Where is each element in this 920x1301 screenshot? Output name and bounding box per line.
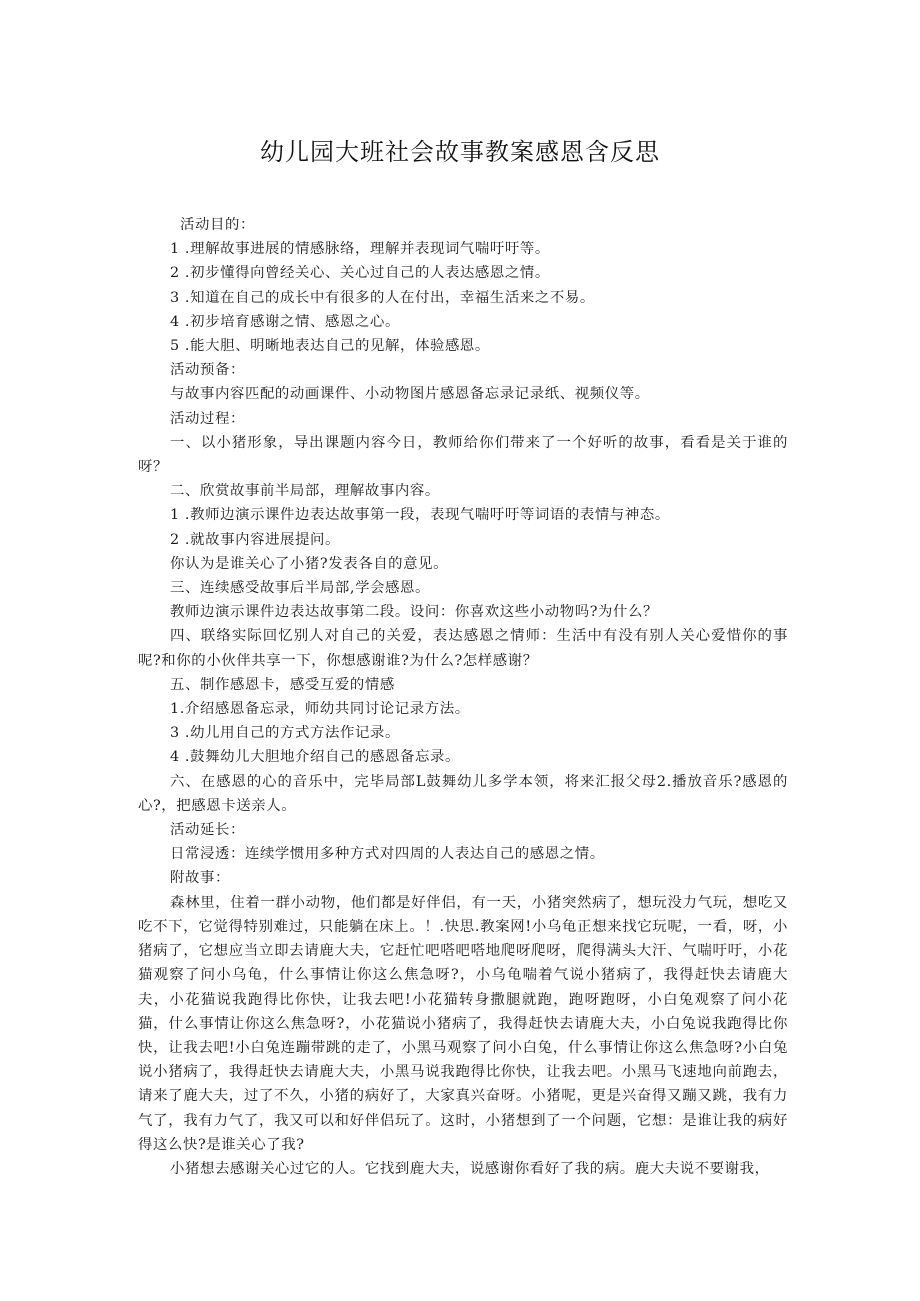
process-step-6: 六、在感恩的心的音乐中，完毕局部L鼓舞幼儿多学本领，将来汇报父母2.播放音乐?感恩的心?，把感恩卡送亲人。 — [138, 773, 788, 814]
process-step-2: 二、欣赏故事前半局部，理解故事内容。 — [170, 483, 440, 500]
section-heading-preparation: 活动预备： — [170, 362, 245, 379]
section-heading-extension: 活动延长： — [170, 822, 245, 839]
goal-item-4: 4 .初步培育感谢之情、感恩之心。 — [170, 313, 400, 330]
process-step-1: 一、以小猪形象，导出课题内容今日，教师给你们带来了一个好听的故事，看看是关于谁的呀？ — [138, 434, 788, 476]
section-heading-goals: 活动目的： — [180, 217, 255, 233]
preparation-text: 与故事内容匹配的动画课件、小动物图片感恩备忘录记录纸、视频仪等。 — [170, 386, 650, 403]
section-heading-process: 活动过程： — [170, 410, 245, 427]
process-step-3: 三、连续感受故事后半局部,学会感恩。 — [170, 580, 431, 597]
goal-item-2: 2 .初步懂得向曾经关心、关心过自己的人表达感恩之情。 — [170, 265, 550, 282]
process-step-3-text: 教师边演示课件边表达故事第二段。设问：你喜欢这些小动物吗?为什么？ — [170, 604, 659, 621]
extension-text: 日常浸透：连续学惯用多种方式对四周的人表达自己的感恩之情。 — [170, 846, 605, 863]
goal-item-5: 5 .能大胆、明晰地表达自己的见解，体验感恩。 — [170, 338, 490, 355]
story-paragraph-1: 森林里，住着一群小动物，他们都是好伴侣，有一天，小猪突然病了，想玩没力气玩，想吃又吃不下，它觉得特别难过，只能躺在床上。！.快思.教案网!小乌龟正想来找它玩呢，一看，呀，小猪病了，它想应当立即去请鹿大夫，它赶忙吧嗒吧嗒地爬呀爬呀，爬得满头大汗、气喘吁吁，小花猫观察了问小乌龟，什么事情让你这么焦急呀?，小乌龟喘着气说小猪病了，我得赶快去请鹿大夫，小花猫说我跑得比你快，让我去吧!小花猫转身撒腿就跑，跑呀跑呀，小白兔观察了问小花猫，什么事情让你这么焦急呀?，小花猫说小猪病了，我得赶快去请鹿大夫，小白兔说我跑得比你快，让我去吧!小白兔连蹦带跳的走了，小黑马观察了问小白兔，什么事情让你这么焦急呀?小白兔说小猪病了，我得赶快去请鹿大夫，小黑马说我跑得比你快，让我去吧。小黑马飞速地向前跑去，请来了鹿大夫，过了不久，小猪的病好了，大家真兴奋呀。小猪呢，更是兴奋得又蹦又跳，我有力气了，我有力气了，我又可以和好伴侣玩了。这时，小猪想到了一个问题，它想：是谁让我的病好得这么快?是谁关心了我? — [138, 894, 788, 1153]
goal-item-3: 3 .知道在自己的成长中有很多的人在付出，幸福生活来之不易。 — [170, 289, 595, 306]
process-step-4: 四、联络实际回忆别人对自己的关爱，表达感恩之情师：生活中有没有别人关心爱惜你的事呢?和你的小伙伴共享一下，你想感谢谁?为什么?怎样感谢？ — [138, 628, 788, 669]
process-step-2-item-1: 1 .教师边演示课件边表达故事第一段，表现气喘吁吁等词语的表情与神态。 — [170, 507, 670, 524]
story-paragraph-2: 小猪想去感谢关心过它的人。它找到鹿大夫，说感谢你看好了我的病。鹿大夫说不要谢我， — [170, 1160, 770, 1177]
goal-item-1: 1 .理解故事进展的情感脉络，理解并表现词气喘吁吁等。 — [170, 241, 550, 258]
section-heading-story: 附故事： — [170, 870, 230, 887]
process-step-5-item-4: 4 .鼓舞幼儿大胆地介绍自己的感恩备忘录。 — [170, 749, 460, 766]
document-body — [138, 213, 788, 1181]
document-title: 幼儿园大班社会故事教案感恩含反思 — [260, 138, 660, 166]
process-step-5-item-1: 1.介绍感恩备忘录，师幼共同讨论记录方法。 — [170, 701, 470, 718]
process-step-2-item-2: 2 .就故事内容进展提问。 — [170, 531, 341, 548]
process-step-5: 五、制作感恩卡，感受互爱的情感 — [170, 676, 395, 693]
process-step-5-item-3: 3 .幼儿用自己的方式方法作记录。 — [170, 725, 400, 742]
process-step-2-note: 你认为是谁关心了小猪?发表各自的意见。 — [170, 555, 449, 572]
